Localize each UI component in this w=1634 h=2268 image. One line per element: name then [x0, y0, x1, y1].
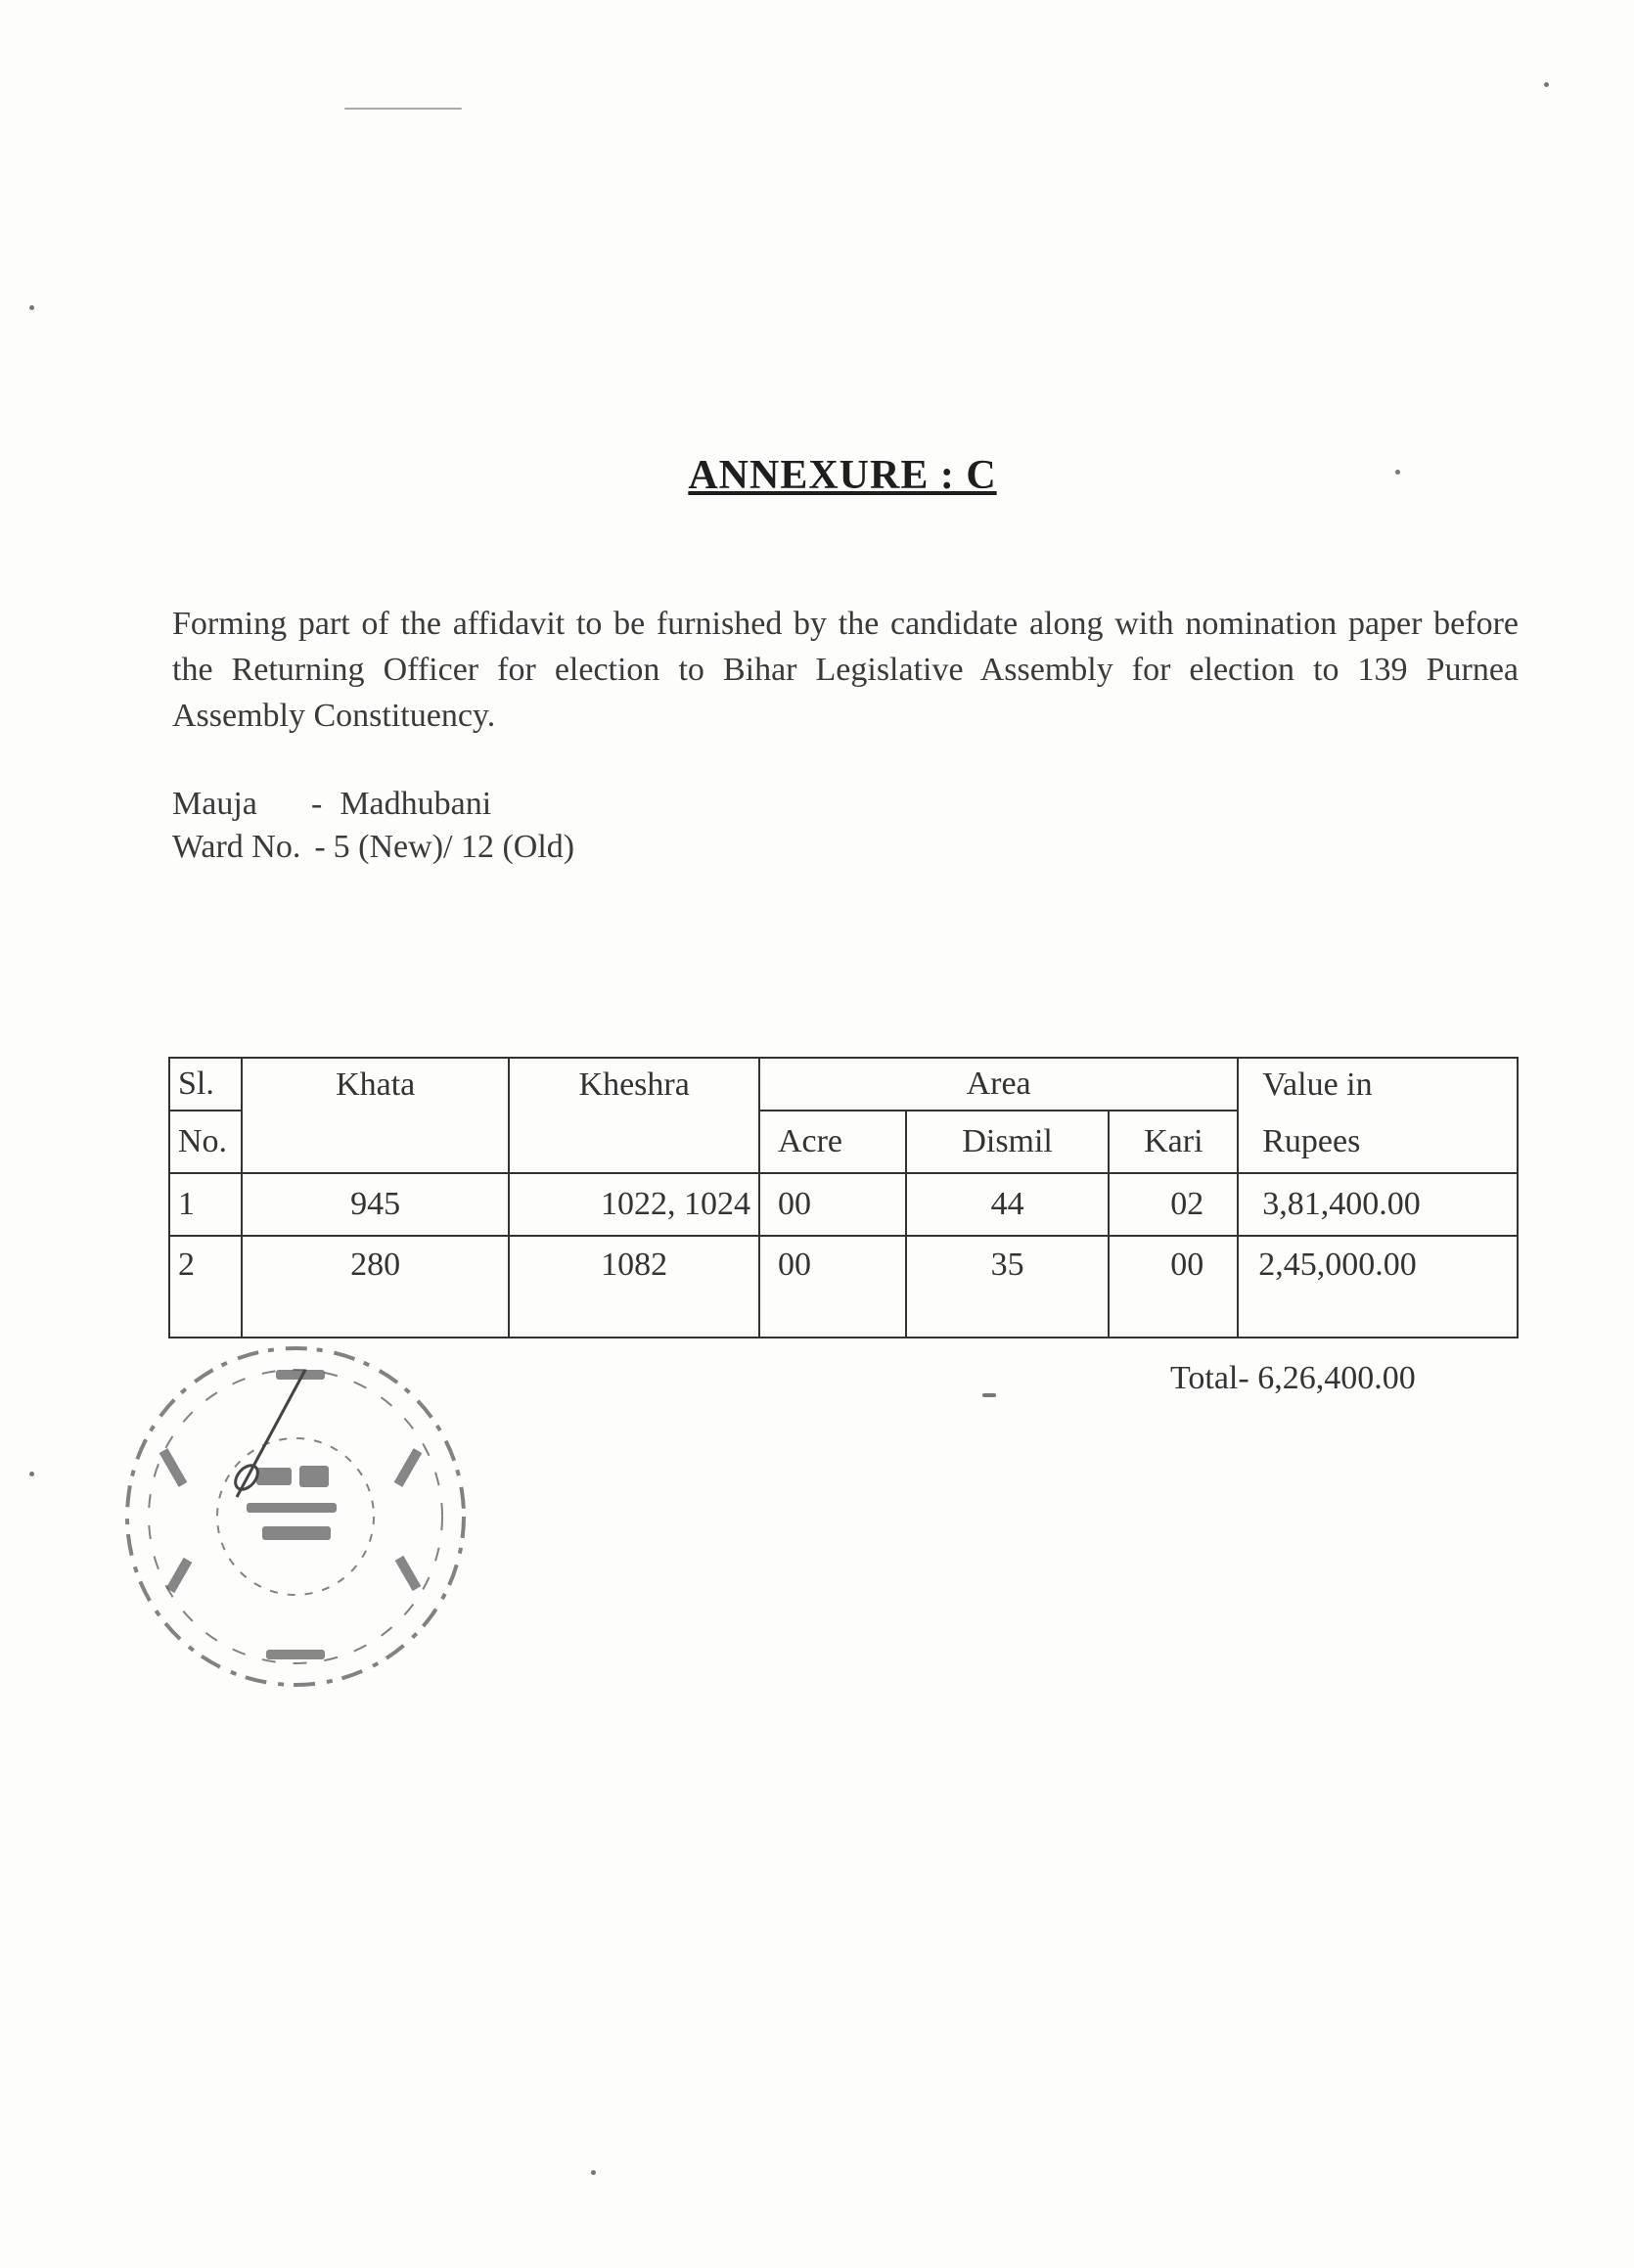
- mauja-value: Madhubani: [340, 786, 492, 822]
- cell-khata: 280: [242, 1236, 509, 1338]
- cell-kari: 02: [1109, 1173, 1238, 1236]
- scan-speck: [1395, 470, 1400, 475]
- header-rupees: Rupees: [1238, 1111, 1518, 1173]
- ward-sep: -: [314, 829, 326, 865]
- ward-value: 5 (New)/ 12 (Old): [333, 829, 575, 865]
- scan-speck: [29, 1472, 34, 1476]
- mauja-sep: -: [311, 786, 323, 822]
- cell-sl: 2: [169, 1236, 242, 1338]
- header-area: Area: [759, 1058, 1238, 1111]
- header-kari: Kari: [1109, 1111, 1238, 1173]
- cell-acre: 00: [759, 1236, 906, 1338]
- scan-speck: [29, 305, 34, 310]
- ward-label: Ward No.: [172, 829, 301, 865]
- mauja-row: [172, 783, 574, 826]
- cell-value: 3,81,400.00: [1238, 1173, 1518, 1236]
- land-table: [168, 1057, 1519, 1338]
- official-seal-icon: [110, 1331, 481, 1702]
- header-khata: Khata: [242, 1058, 509, 1173]
- cell-sl: 1: [169, 1173, 242, 1236]
- header-no: No.: [169, 1111, 242, 1173]
- intro-paragraph: Forming part of the affidavit to be furnished by the candidate along with nomination paper before the Returning Officer for election to Bihar Legislative Assembly for election to 139 Purnea Assembly Constituency.: [172, 606, 1519, 734]
- cell-dismil: 44: [906, 1173, 1110, 1236]
- mauja-label: Mauja: [172, 786, 257, 822]
- ward-row: [172, 826, 574, 869]
- annexure-title: ANNEXURE : C: [688, 453, 997, 498]
- scan-speck: [344, 108, 462, 110]
- header-kheshra: Kheshra: [509, 1058, 759, 1173]
- header-value: Value in: [1238, 1058, 1518, 1111]
- cell-kheshra: 1082: [509, 1236, 759, 1338]
- header-sl: Sl.: [169, 1058, 242, 1111]
- cell-dismil: 35: [906, 1236, 1110, 1338]
- location-details: [172, 783, 574, 869]
- header-dismil: Dismil: [906, 1111, 1110, 1173]
- total-amount: Total- 6,26,400.00: [1170, 1360, 1416, 1396]
- header-acre: Acre: [759, 1111, 906, 1173]
- cell-kari: 00: [1109, 1236, 1238, 1338]
- cell-khata: 945: [242, 1173, 509, 1236]
- table-row: [169, 1236, 1518, 1338]
- table-header-row: [169, 1058, 1518, 1111]
- scan-speck: [591, 2170, 596, 2175]
- cell-acre: 00: [759, 1173, 906, 1236]
- cell-value: 2,45,000.00: [1238, 1236, 1518, 1338]
- scan-speck: [1544, 82, 1549, 87]
- cell-kheshra: 1022, 1024: [509, 1173, 759, 1236]
- table-row: [169, 1173, 1518, 1236]
- scan-speck: [982, 1393, 996, 1397]
